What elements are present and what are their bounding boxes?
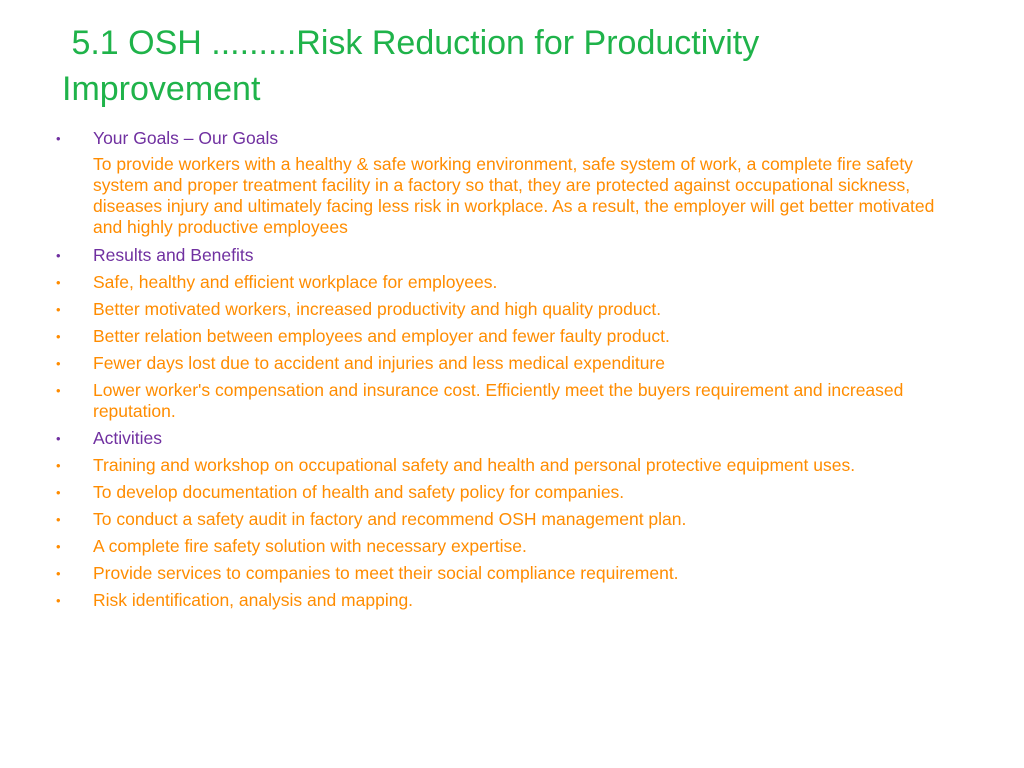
bullet-icon: • [56,275,61,290]
bullet-icon: • [56,329,61,344]
list-item-text: A complete fire safety solution with necessary expertise. [93,536,527,556]
bullet-icon: • [56,131,61,146]
slide-title: 5.1 OSH .........Risk Reduction for Productivity Improvement [62,24,760,108]
list-item [56,590,966,611]
list-item [56,299,966,320]
list-item-your-goals [56,128,966,149]
list-item [56,563,966,584]
bullet-icon: • [56,248,61,263]
list-heading: Your Goals – Our Goals [93,128,279,148]
list-item-text: To conduct a safety audit in factory and recommend OSH management plan. [93,509,687,529]
bullet-icon: • [56,383,61,398]
bullet-icon: • [56,356,61,371]
bullet-icon: • [56,431,61,446]
list-item [56,326,966,347]
list-heading: Activities [93,428,163,448]
list-item [56,272,966,293]
list-item-text: Training and workshop on occupational safety and health and personal protective equipment uses. [93,455,856,475]
list-item-text: Provide services to companies to meet their social compliance requirement. [93,563,679,583]
bullet-icon: • [56,458,61,473]
list-item [56,380,966,422]
list-item-text: Lower worker's compensation and insurance cost. Efficiently meet the buyers requirement and increased reputation. [93,380,904,421]
list-item [56,455,966,476]
list-item-activities [56,428,966,449]
bullet-icon: • [56,539,61,554]
list-item [56,509,966,530]
list-item-results-and-benefits [56,245,966,266]
list-heading: Results and Benefits [93,245,254,265]
bullet-icon: • [56,566,61,581]
bullet-icon: • [56,302,61,317]
bullet-icon: • [56,485,61,500]
bullet-icon: • [56,593,61,608]
list-item-text: To develop documentation of health and safety policy for companies. [93,482,625,502]
list-item-text: Better relation between employees and employer and fewer faulty product. [93,326,670,346]
list-item-text: Fewer days lost due to accident and injuries and less medical expenditure [93,353,665,373]
bullet-icon: • [56,512,61,527]
bullet-list [56,128,966,617]
list-item [56,482,966,503]
list-item-text: Risk identification, analysis and mapping. [93,590,414,610]
list-item-text: Safe, healthy and efficient workplace for employees. [93,272,498,292]
list-item-text: Better motivated workers, increased productivity and high quality product. [93,299,662,319]
list-item [56,536,966,557]
goals-paragraph: To provide workers with a healthy & safe working environment, safe system of work, a complete fire safety system and proper treatment facility in a factory so that, they are protected against occupational sickness, diseases injury and ultimately facing less risk in workplace. As a result, the employer will get better motivated and highly productive employees [93,154,935,237]
list-item [56,353,966,374]
